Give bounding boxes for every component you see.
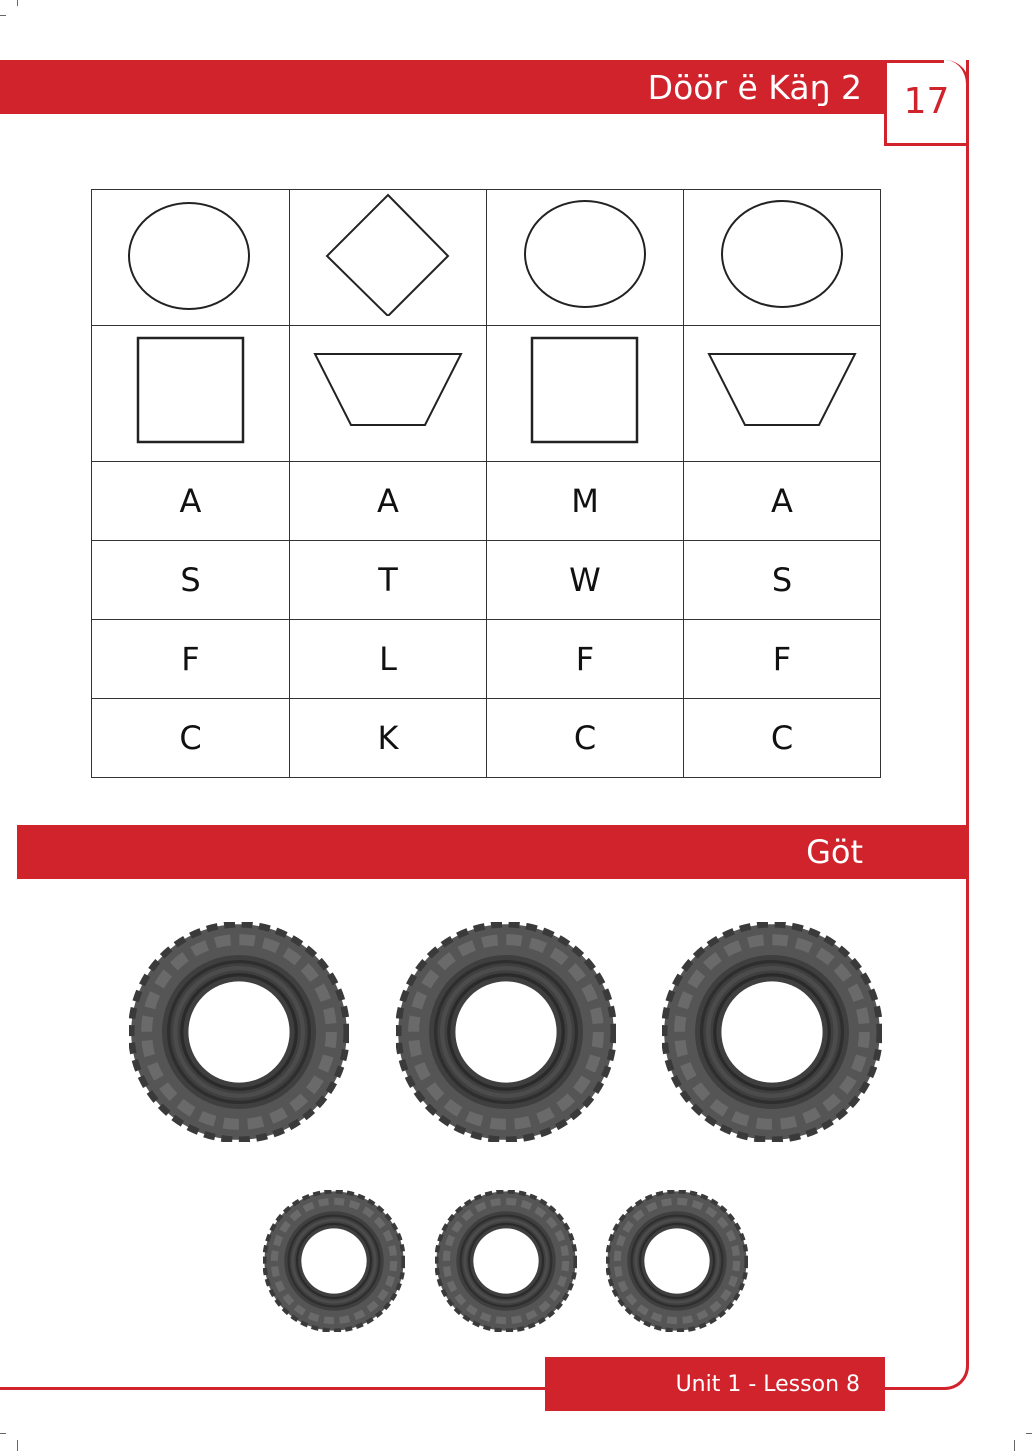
circle-shape-icon [126, 198, 256, 310]
table-cell [487, 326, 684, 462]
table-row [92, 462, 881, 541]
table-cell [290, 326, 487, 462]
crop-mark [17, 1440, 18, 1451]
trapezoid-shape-icon [707, 352, 857, 428]
lesson-title-bar [0, 60, 884, 114]
table-row [92, 699, 881, 778]
table-cell: C [487, 699, 684, 778]
table-row [92, 541, 881, 620]
table-cell: F [684, 620, 881, 699]
page-frame-bottom [885, 1387, 935, 1390]
lesson-title: Döör ë Käŋ 2 [647, 67, 862, 107]
table-cell [92, 190, 290, 326]
table-cell: W [487, 541, 684, 620]
square-shape-icon [136, 336, 246, 444]
large-tire-icon [129, 922, 349, 1142]
table-row [92, 190, 881, 326]
crop-mark [0, 1433, 6, 1434]
section-title-bar [17, 825, 968, 879]
large-tire-icon [662, 922, 882, 1142]
page-number: 17 [903, 81, 950, 122]
table-cell: A [684, 462, 881, 541]
table-cell: L [290, 620, 487, 699]
table-cell: S [684, 541, 881, 620]
page-frame-corner [930, 1352, 969, 1390]
page-frame-right [966, 60, 969, 1360]
diamond-shape-icon [323, 191, 453, 316]
table-cell: T [290, 541, 487, 620]
table-cell: C [92, 699, 290, 778]
table-row [92, 326, 881, 462]
table-cell: F [92, 620, 290, 699]
footer-lesson-label-box [545, 1357, 885, 1411]
table-cell [487, 190, 684, 326]
section-title: Göt [806, 833, 863, 871]
small-tire-icon [263, 1190, 405, 1332]
table-cell: A [290, 462, 487, 541]
table-cell: S [92, 541, 290, 620]
crop-mark [17, 0, 18, 6]
circle-shape-icon [520, 198, 650, 310]
table-cell: A [92, 462, 290, 541]
trapezoid-shape-icon [313, 352, 463, 428]
small-tire-icon [435, 1190, 577, 1332]
table-cell: F [487, 620, 684, 699]
table-cell: C [684, 699, 881, 778]
table-row [92, 620, 881, 699]
circle-shape-icon [717, 198, 847, 310]
square-shape-icon [530, 336, 640, 444]
page-frame-bottom [0, 1387, 545, 1390]
page-number-box [884, 60, 969, 146]
table-cell [92, 326, 290, 462]
small-tire-icon [606, 1190, 748, 1332]
table-cell: K [290, 699, 487, 778]
large-tire-icon [396, 922, 616, 1142]
shape-letter-table [91, 189, 881, 778]
table-cell: M [487, 462, 684, 541]
footer-lesson-label: Unit 1 - Lesson 8 [675, 1371, 860, 1397]
page-box-top-border [884, 60, 944, 63]
table-cell [684, 190, 881, 326]
crop-mark [1014, 1440, 1015, 1451]
table-cell [290, 190, 487, 326]
table-cell [684, 326, 881, 462]
crop-mark [1026, 1433, 1032, 1434]
crop-mark [0, 15, 6, 16]
